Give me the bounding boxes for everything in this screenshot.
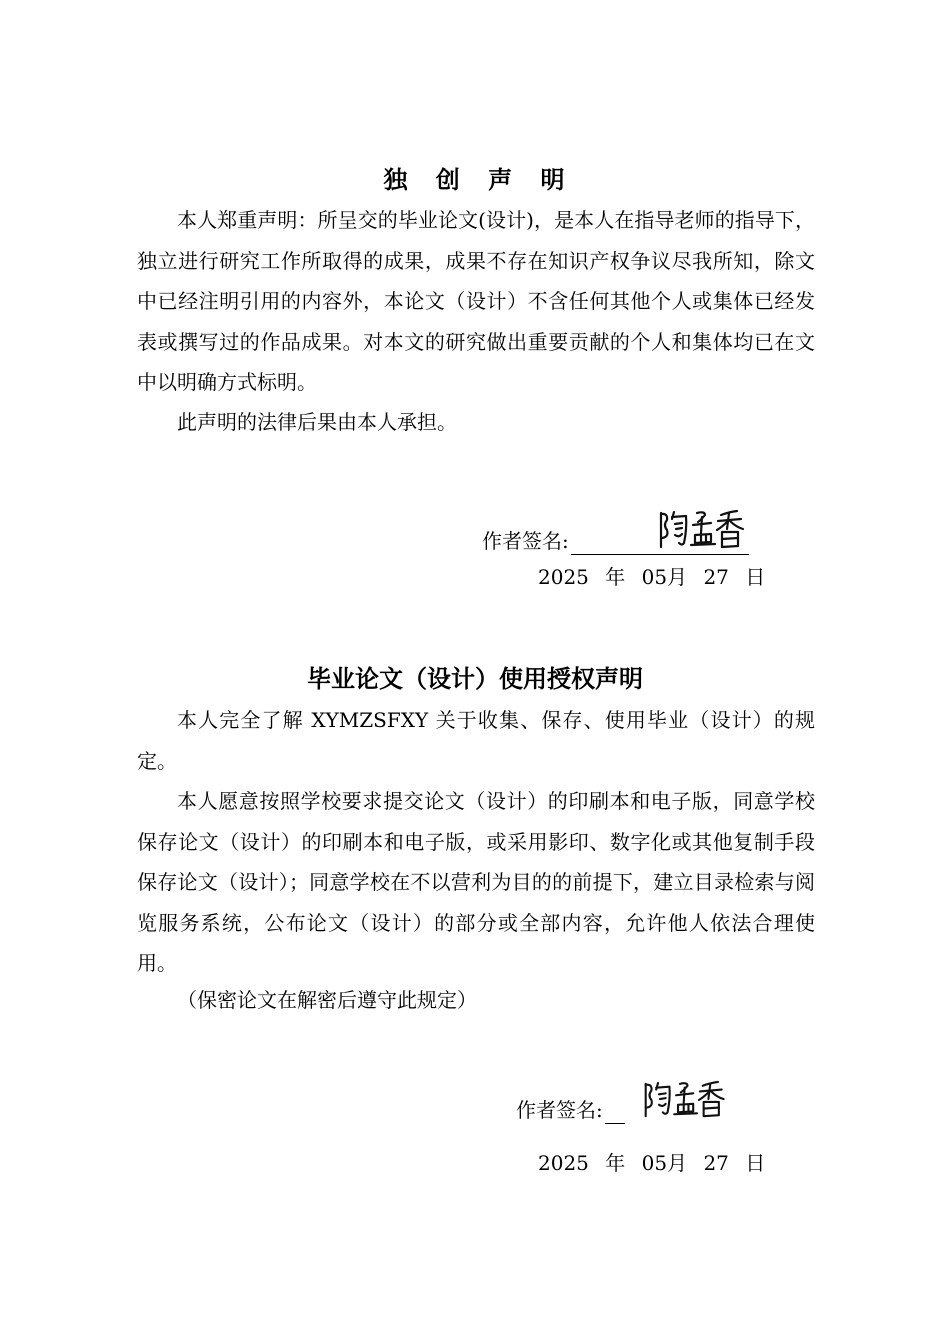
signature-label: 作者签名:	[482, 529, 569, 553]
declaration-paragraph-1: 本人郑重声明：所呈交的毕业论文(设计)，是本人在指导老师的指导下，独立进行研究工作所取得的成果，成果不存在知识产权争议尽我所知，除文中已经注明引用的内容外，本论文（设计）不含任何其他个人或集体已经发表或撰写过的作品成果。对本文的研究做出重要贡献的个人和集体均已在文中以明确方式标明。	[137, 208, 815, 394]
signature-label: 作者签名:	[516, 1098, 603, 1122]
date-day: 27	[703, 1151, 729, 1175]
date-month-unit: 月	[667, 565, 688, 589]
signature-underline	[605, 1101, 625, 1124]
date-month: 05	[641, 565, 668, 589]
authorization-title: 毕业论文（设计）使用授权声明	[307, 665, 643, 693]
date-day-unit: 日	[745, 1151, 766, 1175]
signature-drawing	[640, 1075, 735, 1125]
date-year: 2025	[538, 565, 589, 589]
authorization-date	[538, 1149, 765, 1177]
date-month-unit: 月	[667, 1151, 688, 1175]
authorization-signature-line	[516, 1096, 625, 1124]
date-month: 05	[641, 1151, 668, 1175]
date-year-unit: 年	[605, 1151, 626, 1175]
authorization-paragraph-1: 本人完全了解 XYMZSFXY 关于收集、保存、使用毕业（设计）的规定。	[137, 708, 815, 773]
date-year: 2025	[538, 1151, 589, 1175]
handwritten-signature	[640, 1075, 735, 1125]
authorization-paragraph-2: 本人愿意按照学校要求提交论文（设计）的印刷本和电子版，同意学校保存论文（设计）的印刷本和电子版，或采用影印、数字化或其他复制手段保存论文（设计）；同意学校在不以营利为目的的前提下，建立目录检索与阅览服务系统，公布论文（设计）的部分或全部内容，允许他人依法合理使用。	[137, 789, 815, 975]
date-year-unit: 年	[605, 565, 626, 589]
signature-drawing	[655, 505, 755, 555]
date-day: 27	[703, 565, 729, 589]
declaration-paragraph-2: 此声明的法律后果由本人承担。	[177, 410, 457, 434]
handwritten-signature	[655, 505, 755, 555]
date-day-unit: 日	[745, 565, 766, 589]
declaration-title: 独 创 声 明	[383, 166, 575, 194]
authorization-paragraph-3: （保密论文在解密后遵守此规定）	[177, 988, 477, 1012]
declaration-date	[538, 563, 765, 591]
